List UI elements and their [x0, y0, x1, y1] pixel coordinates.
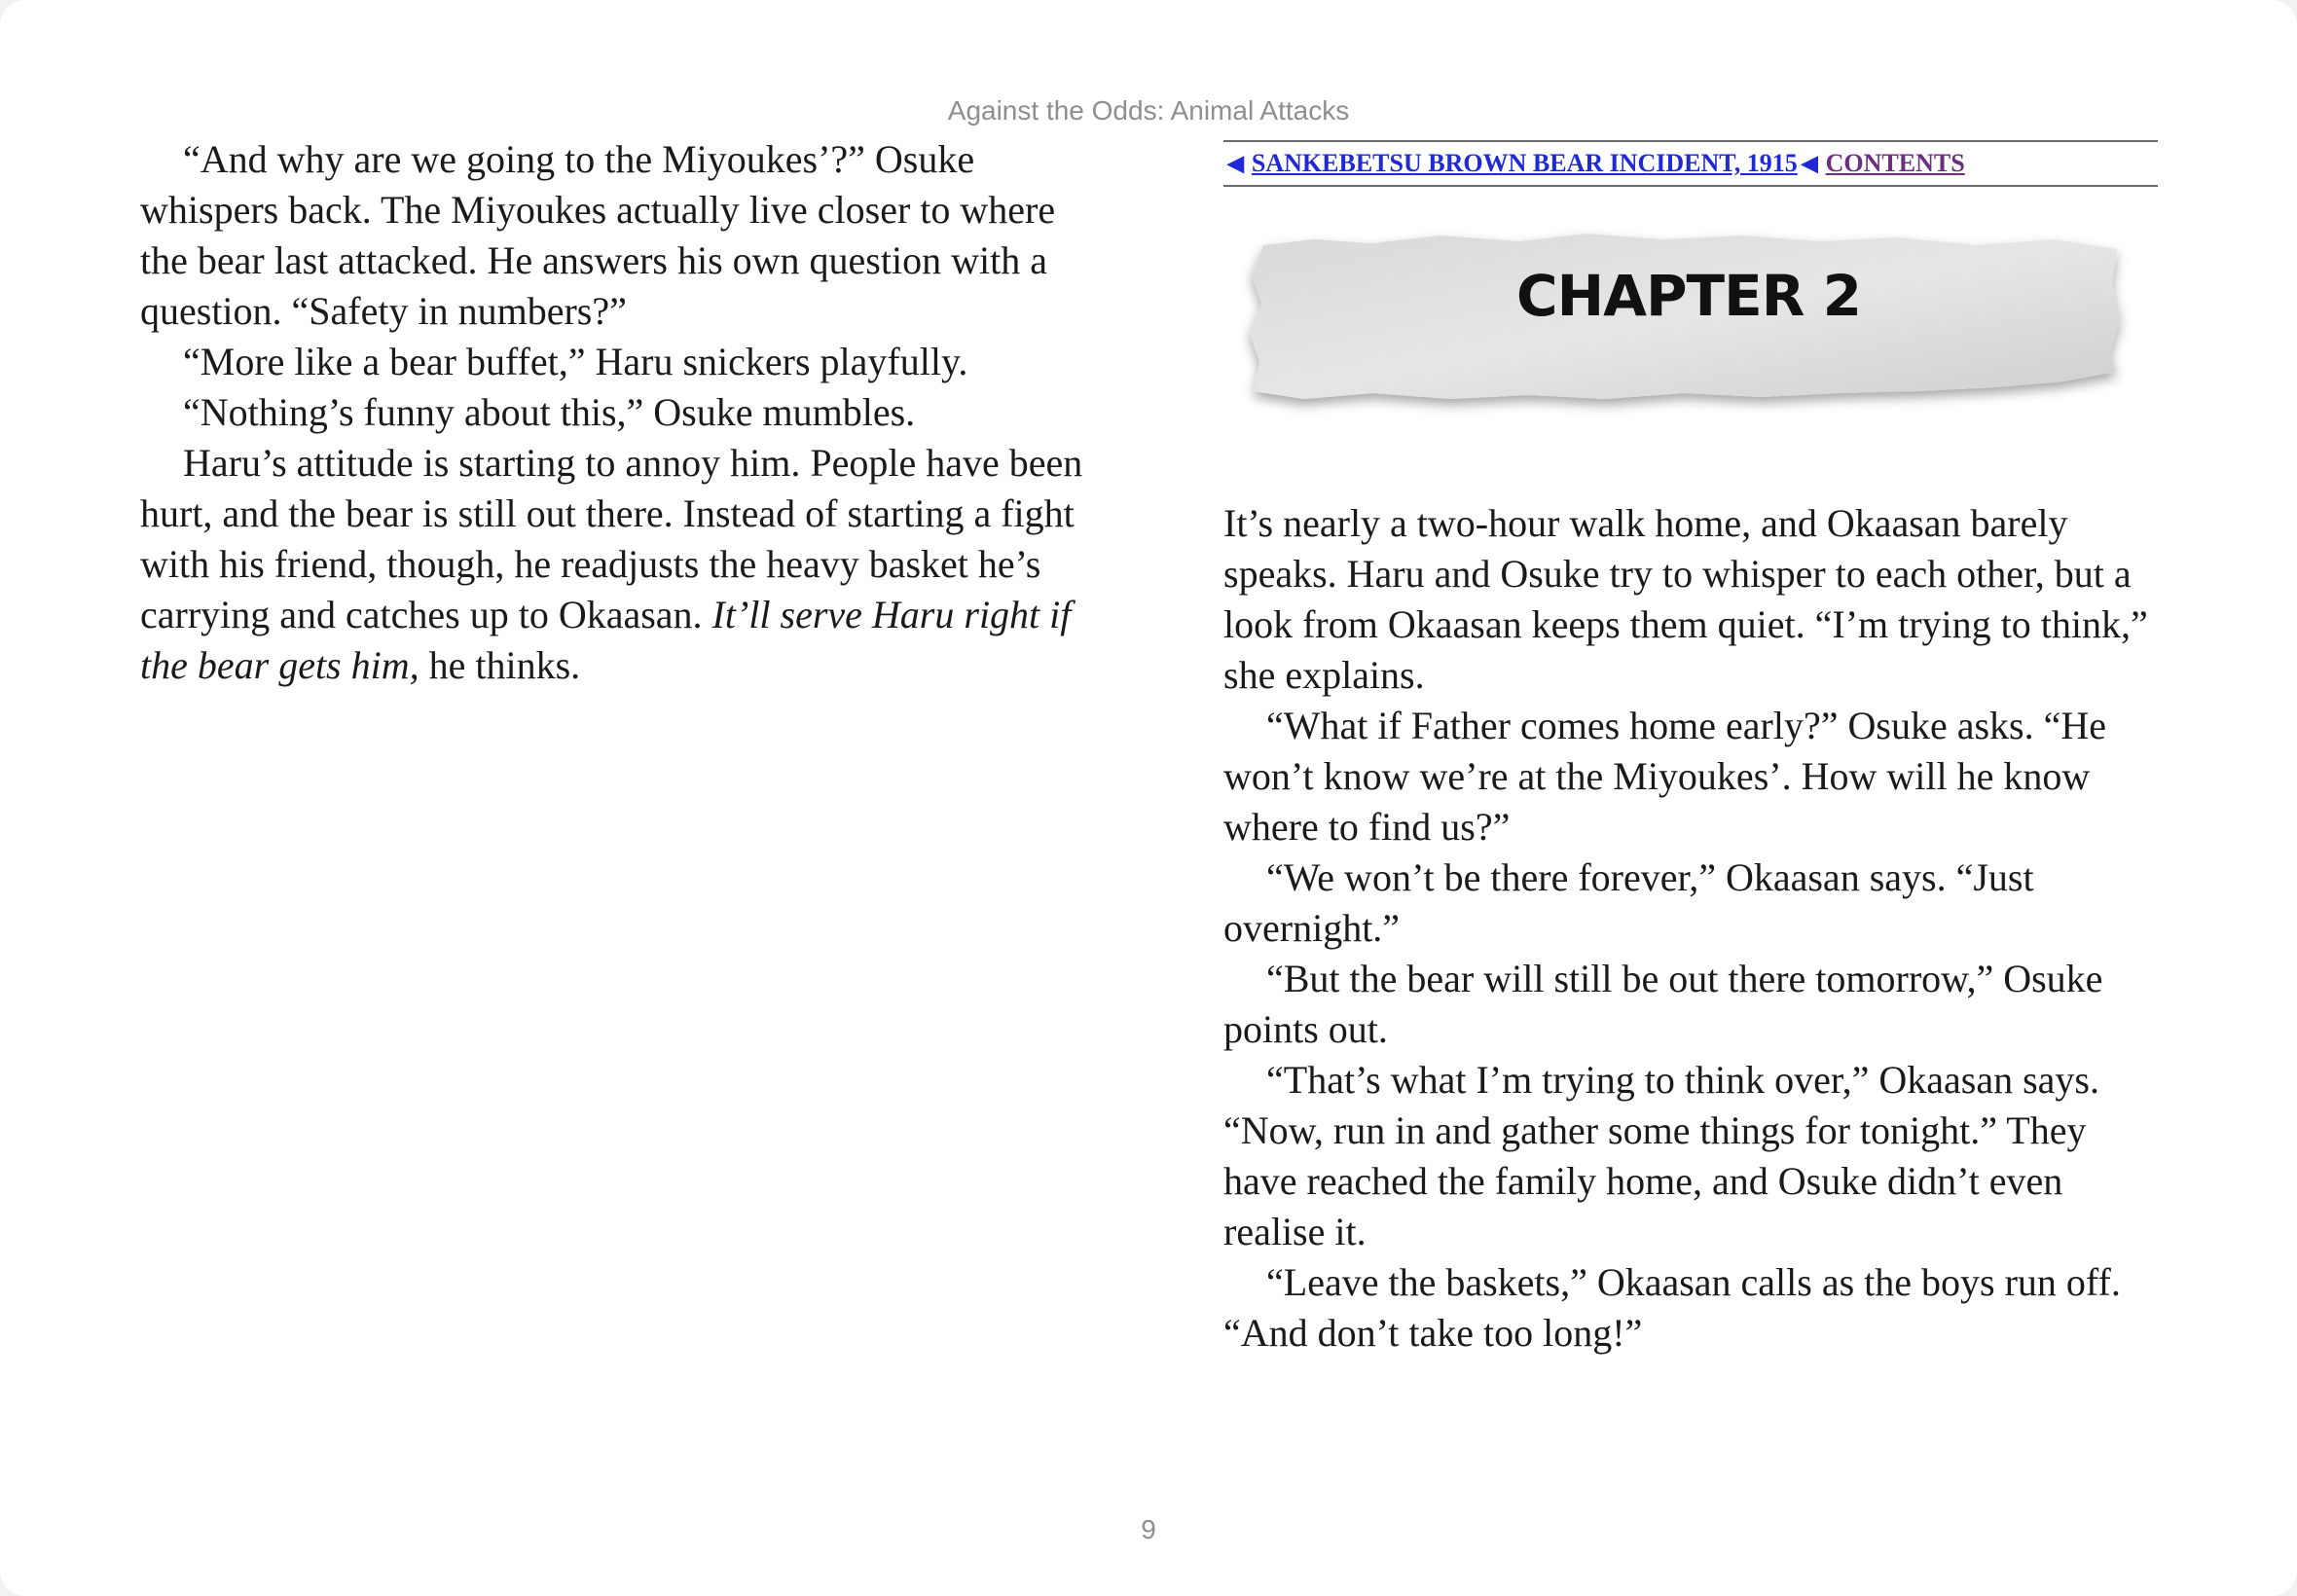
chapter-nav-bar [1223, 140, 2158, 187]
paragraph: “But the bear will still be out there tomorrow,” Osuke points out. [1223, 957, 2103, 1051]
contents-link[interactable]: CONTENTS [1825, 149, 1965, 177]
page-number: 9 [1141, 1514, 1156, 1544]
paragraph: “More like a bear buffet,” Haru snickers playfully. [183, 340, 968, 383]
paragraph: “And why are we going to the Miyoukes’?” Osuke whispers back. The Miyoukes actually live closer to where the bear last attacked. He answers his own question with a question. “Safety in numbers?” [140, 137, 1056, 333]
left-triangle-icon: ◀ [1227, 151, 1244, 175]
paragraph: “Leave the baskets,” Okaasan calls as the boys run off. “And don’t take too long!” [1223, 1260, 2121, 1355]
paragraph-text: Haru’s attitude is starting to annoy him. People have been hurt, and the bear is still out there. Instead of starting a fight with his friend, though, he readjusts the heavy basket he’s carrying and catches up to Okaasan. [140, 441, 1083, 636]
paragraph: “Nothing’s funny about this,” Osuke mumbles. [183, 390, 916, 434]
italic-thought: It’ll serve Haru right if the bear gets him, [140, 593, 1072, 687]
paragraph: “What if Father comes home early?” Osuke asks. “He won’t know we’re at the Miyoukes’. How will he know where to find us?” [1223, 704, 2106, 849]
chapter-title: CHAPTER 2 [1516, 263, 1861, 329]
paragraph: It’s nearly a two-hour walk home, and Okaasan barely speaks. Haru and Osuke try to whisper to each other, but a look from Okaasan keeps them quiet. “I’m trying to think,” she explains. [1223, 501, 2148, 697]
paragraph: “That’s what I’m trying to think over,” Okaasan says. “Now, run in and gather some things for tonight.” They have reached the family home, and Osuke didn’t even realise it. [1223, 1058, 2099, 1253]
paragraph [140, 438, 1094, 691]
paragraph: “We won’t be there forever,” Okaasan says. “Just overnight.” [1223, 855, 2034, 950]
paragraph-text: he thinks. [419, 643, 581, 687]
left-page-text [140, 134, 1094, 691]
chapter-banner [1236, 226, 2141, 417]
left-triangle-icon: ◀ [1801, 151, 1818, 175]
previous-chapter-link[interactable]: SANKEBETSU BROWN BEAR INCIDENT, 1915 [1251, 149, 1798, 177]
right-page-text [1223, 498, 2158, 1359]
book-title: Against the Odds: Animal Attacks [947, 95, 1350, 126]
